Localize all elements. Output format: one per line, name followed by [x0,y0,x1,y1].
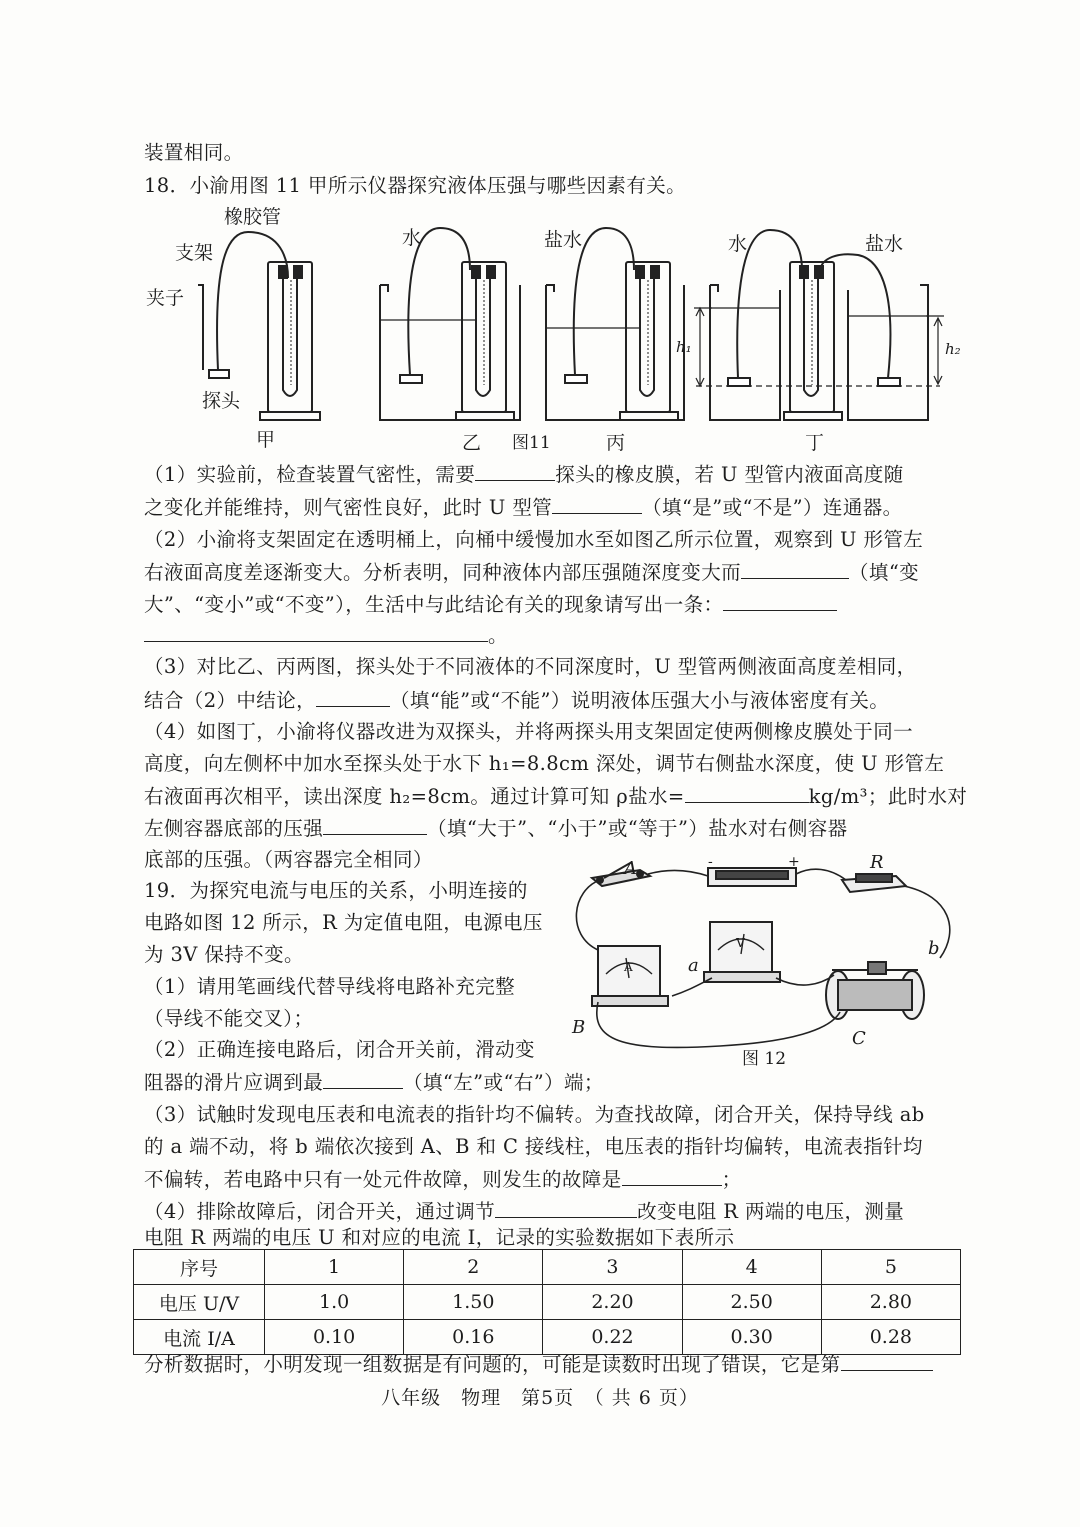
table-header-cell: 1 [265,1250,404,1285]
table-cell: 电流 I/A [134,1320,265,1355]
table-cell: 电压 U/V [134,1285,265,1320]
table-cell: 1.50 [404,1285,543,1320]
table-header-row [134,1250,961,1285]
voltmeter [704,922,780,982]
label-battery-minus: - [708,854,713,870]
text-line: 电阻 R 两端的电压 U 和对应的电流 I，记录的实验数据如下表所示 [144,1226,735,1249]
sublabel-a: 甲 [256,429,276,451]
text-line: 阻器的滑片应调到最 （填“左”或“右”）端； [144,1071,604,1094]
label-resistor-r: R [870,852,884,873]
data-table [133,1249,961,1355]
label-battery-plus: + [788,854,800,870]
answer-blank[interactable] [622,1167,722,1186]
table-cell: 0.10 [265,1320,404,1355]
table-cell: 0.28 [821,1320,960,1355]
table-row [134,1285,961,1320]
question-19-title: 19．为探究电流与电压的关系，小明连接的 [144,879,528,902]
text-line: 装置相同。 [144,141,244,164]
answer-blank[interactable] [841,1352,933,1371]
label-h1: h₁ [676,338,692,356]
text-line: 之变化并能维持，则气密性良好，此时 U 型管 （填“是”或“不是”）连通器。 [144,496,903,519]
text-line: （导线不能交叉）； [144,1007,314,1030]
resistor-r [842,874,906,892]
figure-11-caption: 图11 [512,433,551,453]
text-line: 右液面再次相平，读出深度 h₂=8cm。通过计算可知 ρ盐水= kg/m³；此时水对 [144,785,968,808]
text-line: （4）排除故障后，闭合开关，通过调节 改变电阻 R 两端的电压，测量 [144,1200,905,1223]
table-cell: 2.80 [821,1285,960,1320]
text-line: （1）实验前，检查装置气密性，需要 探头的橡皮膜，若 U 型管内液面高度随 [144,463,904,486]
rheostat [826,962,924,1019]
text-line: （1）请用笔画线代替导线将电路补充完整 [144,975,516,998]
sublabel-c: 丙 [606,432,626,454]
label-saltwater-c: 盐水 [544,229,583,251]
voltmeter-symbol: V [736,936,745,950]
table-cell: 2.50 [682,1285,821,1320]
answer-blank[interactable] [495,1199,637,1218]
text-line: 结合（2）中结论， （填“能”或“不能”）说明液体压强大小与液体密度有关。 [144,689,890,712]
text-line: 高度，向左侧杯中加水至探头处于水下 h₁=8.8cm 深处，调节右侧盐水深度，使 U 形管左 [144,752,945,775]
label-clip: 夹子 [146,287,185,309]
switch [592,862,650,886]
text-line: 为 3V 保持不变。 [144,943,304,966]
text-line: 电路如图 12 所示，R 为定值电阻，电源电压 [144,911,543,934]
battery [708,868,796,886]
table-header-cell: 4 [682,1250,821,1285]
table-cell: 0.16 [404,1320,543,1355]
label-terminal-b-upper: B [572,1017,586,1038]
label-terminal-c: C [852,1028,866,1049]
ammeter-symbol: A [624,960,633,974]
text-line: 的 a 端不动，将 b 端依次接到 A、B 和 C 接线柱，电压表的指针均偏转，电流表指针均 [144,1135,923,1158]
table-header-cell: 5 [821,1250,960,1285]
ammeter [592,946,668,1006]
text-line: （3）对比乙、丙两图，探头处于不同液体的不同深度时，U 型管两侧液面高度差相同， [144,655,917,678]
text-line: （2）正确连接电路后，闭合开关前，滑动变 [144,1038,535,1061]
label-saltwater-d: 盐水 [865,233,904,255]
text-line: 底部的压强。（两容器完全相同） [144,848,433,871]
label-terminal-b-lower: b [928,938,940,959]
figure-12-caption: 图 12 [742,1049,787,1069]
sublabel-d: 丁 [805,432,825,454]
table-cell: 0.22 [543,1320,682,1355]
table-row [134,1320,961,1355]
label-water-b: 水 [402,227,422,249]
text-line: 右液面高度差逐渐变大。分析表明，同种液体内部压强随深度变大而 （填“变 [144,561,920,584]
text-line: 不偏转，若电路中只有一处元件故障，则发生的故障是 ； [144,1168,742,1191]
label-terminal-a-upper: A [624,858,637,879]
label-rubber-tube: 橡胶管 [224,206,282,228]
table-header-cell: 3 [543,1250,682,1285]
label-terminal-a-lower: a [688,955,699,976]
table-header-cell: 2 [404,1250,543,1285]
table-cell: 2.20 [543,1285,682,1320]
label-probe: 探头 [202,390,241,412]
text-line: （2）小渝将支架固定在透明桶上，向桶中缓慢加水至如图乙所示位置，观察到 U 形管左 [144,528,924,551]
table-header-cell: 序号 [134,1250,265,1285]
text-line: （3）试触时发现电压表和电流表的指针均不偏转。为查找故障，闭合开关，保持导线 ab [144,1103,925,1126]
table-cell: 1.0 [265,1285,404,1320]
text-line: 大”、“变小”或“不变”），生活中与此结论有关的现象请写出一条： [144,592,837,617]
label-stand: 支架 [175,242,214,264]
text-line: 左侧容器底部的压强 （填“大于”、“小于”或“等于”）盐水对右侧容器 [144,817,848,840]
text-line: 分析数据时，小明发现一组数据是有问题的，可能是读数时出现了错误，它是第 [144,1352,933,1377]
text-line: 。 [144,623,508,648]
table-cell: 0.30 [682,1320,821,1355]
label-water-d: 水 [728,233,748,255]
question-18-title: 18．小渝用图 11 甲所示仪器探究液体压强与哪些因素有关。 [144,174,687,197]
text-line: （4）如图丁，小渝将仪器改进为双探头，并将两探头用支架固定使两侧橡皮膜处于同一 [144,720,914,743]
page-footer: 八年级 物理 第5页 （ 共 6 页） [381,1387,699,1409]
sublabel-b: 乙 [462,432,482,454]
label-h2: h₂ [945,340,961,358]
